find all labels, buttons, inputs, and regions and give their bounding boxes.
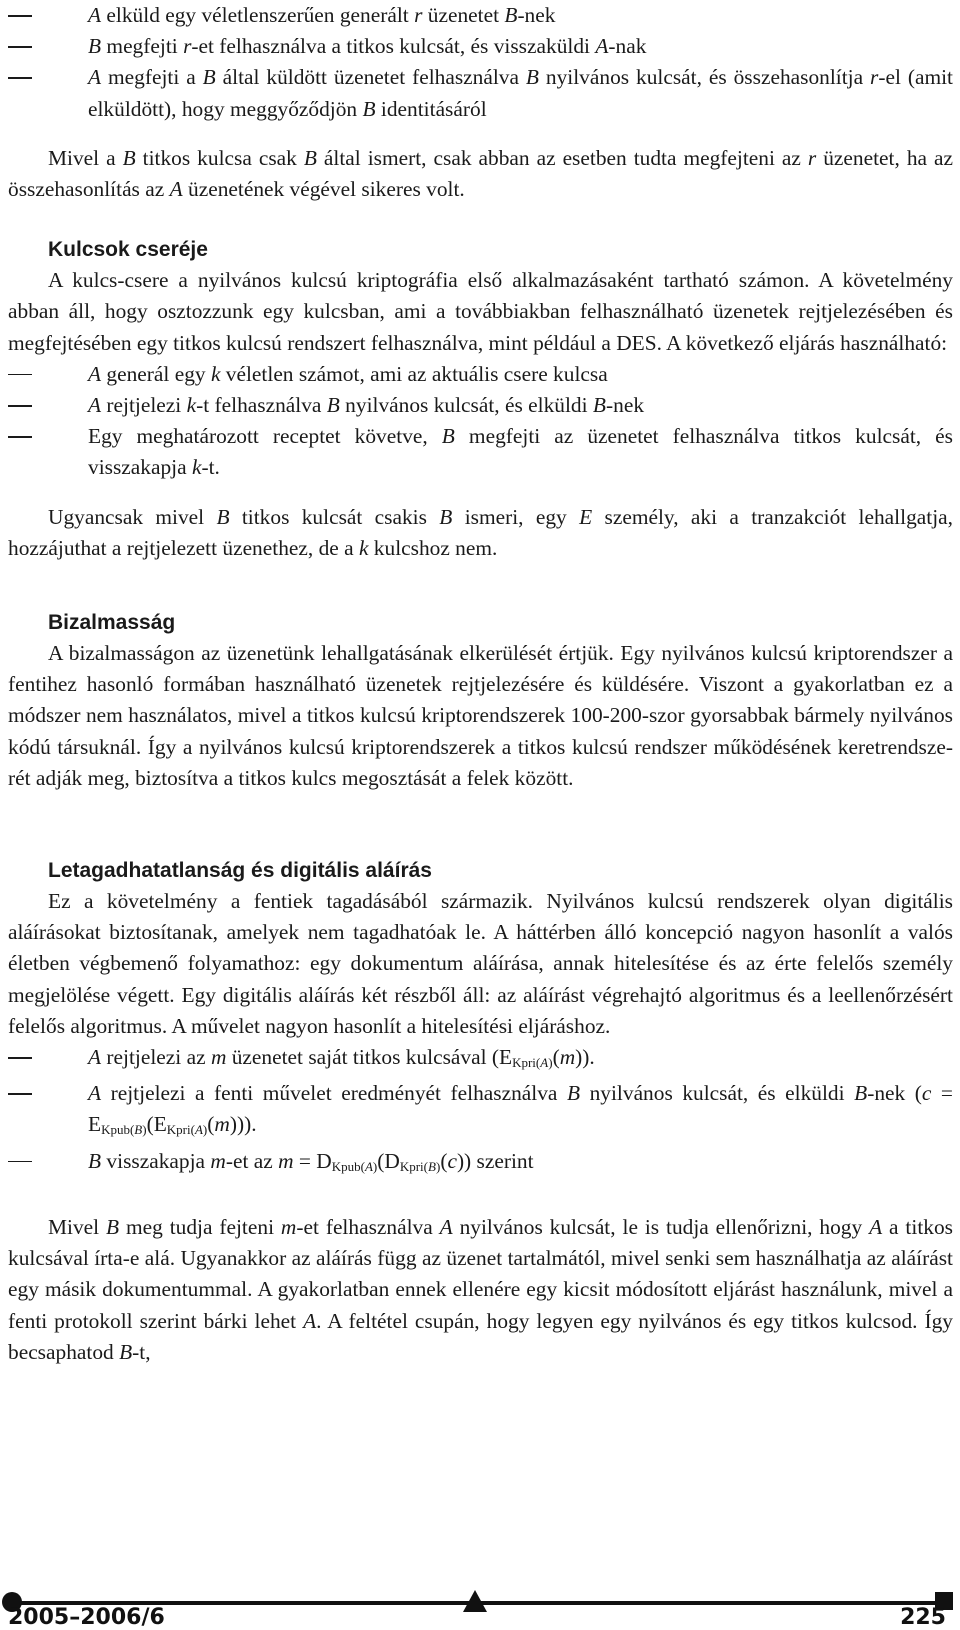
list-item-text: A rejtjelezi a fenti művelet eredményét felhasználva B nyilvános kulcsát, és elküldi B-nek $(c = E_{Kpub(B)}(E_{Kpri(A)}(m)))$. [88,1081,953,1138]
dash-bullet-icon [8,1161,32,1163]
list-item-text: B visszakapja m-et az $m = D_{Kpub(A)}(D_{Kpri(B)}(c))$ szerint [88,1148,534,1174]
section-heading: Bizalmasság [48,611,176,635]
list-item-text: A megfejti a B által küldött üzenetet felhasználva B nyilvános kulcsát, és összehasonlítja r-el (amit elküldött), hogy meggyőződjön B identitásáról [88,65,954,121]
triangle-icon [463,1590,487,1612]
list-item [8,359,953,390]
list-item [8,62,953,124]
dash-bullet-icon [8,1093,32,1095]
bullet-list [8,1042,953,1182]
list-item [8,31,953,62]
paragraph: A kulcs-csere a nyilvános kulcsú kriptográfia első alkalmazásaként tartható számon. A követelmény abban áll, hogy osztozzunk egy kulcsban, ami a továbbiakban felhasználható üzenetek rejtjelezésében és megfejtésében egy titkos kulcsú rendszert felhasználva, mint például a DES. A következő eljárás használható: [8,268,953,355]
issue-number: 2005–2006/6 [8,1605,165,1630]
list-item [8,1042,953,1078]
list-item-text: Egy meghatározott receptet követve, B megfejti az üzenetet felhasználva titkos kulcsát, és visszakapja k-t. [88,424,953,480]
dash-bullet-icon [8,46,32,48]
list-item-text: A generál egy k véletlen számot, ami az aktuális csere kulcsa [88,361,608,386]
list-item [8,1078,953,1145]
dash-bullet-icon [8,15,32,17]
page-number: 225 [900,1605,946,1630]
dash-bullet-icon [8,374,32,376]
page-footer [0,1584,960,1630]
dash-bullet-icon [8,1057,32,1059]
bullet-list [8,359,953,484]
list-item [8,0,953,31]
paragraph: Ugyancsak mivel B titkos kulcsát csakis B ismeri, egy E személy, aki a tranzakciót lehallgatja, hozzájuthat a rejtjelezett üzenethez, de a k kulcshoz nem. [8,504,953,560]
paragraph: Mivel B meg tudja fejteni m-et felhasználva A nyilvános kulcsát, le is tudja ellenőrizni, hogy A a titkos kulcsával írta-e alá. Ugyanakkor az aláírás függ az üzenet tartalmától, mivel senki sem használhatja az aláírást egy másik dokumentummal. A gyakorlatban ennek ellenére egy kicsit módosított eljárást használunk, mivel a fenti protokoll szerint bárki lehet A. A feltétel csupán, hogy legyen egy nyilvános és egy titkos kulcsod. Így becsaphatod B-t, [8,1214,954,1364]
list-item-text: B megfejti r-et felhasználva a titkos kulcsát, és visszaküldi A-nak [88,34,647,59]
list-item [8,421,953,483]
list-item-text: A elküld egy véletlenszerűen generált r üzenetet B-nek [88,3,556,27]
paragraph: Mivel a B titkos kulcsa csak B által ismert, csak abban az esetben tudta megfejteni az r üzenetet, ha az összehasonlítás az A üzenetének végével sikeres volt. [8,145,953,202]
list-item [8,1146,953,1182]
list-item-text: A rejtjelezi az m üzenetet saját titkos kulcsával $(E_{Kpri(A)}(m))$. [88,1045,595,1071]
dash-bullet-icon [8,405,32,407]
paragraph: Ez a követelmény a fentiek tagadásából származik. Nyilvános kulcsú rendszerek olyan digitális aláírásokat biztosítanak, amelyek nem tagadhatóak le. A háttérben álló koncepció nagyon hasonlít a valós életben végbemenő folyamathoz: egy dokumentum aláírása, annak hitelesítése és az érte felelős személy megjelölése végett. Egy digitális aláírás két részből áll: az aláírást végrehajtó algoritmus és a leellenőrzésért felelős algoritmus. A művelet nagyon hasonlít a hitelesítési eljáráshoz. [8,889,953,1038]
list-item [8,390,953,421]
section-heading: Kulcsok cseréje [48,238,208,262]
list-item-text: A rejtjelezi k-t felhasználva B nyilvános kulcsát, és elküldi B-nek [88,393,645,418]
dash-bullet-icon [8,436,32,438]
top-bullet-list [8,0,953,125]
paragraph: A bizalmasságon az üzenetünk lehallgatásának elkerülését értjük. Egy nyilvános kulcsú kriptorendszer a fentihez hasonló formában használható üzenetek rejtjelezésére és küldésére. Viszont a gyakorlatban ez a módszer nem használatos, mivel a titkos kulcsú kriptorendszerek 100-200-szor gyorsabbak bármely nyilvános kódú társuknál. Így a nyilvános kulcsú kriptorendszerek a titkos kulcsú rendszer működésének keretrendszerét adják meg, biztosítva a titkos kulcs megosztását a felek között. [8,641,953,790]
dash-bullet-icon [8,77,32,79]
section-heading: Letagadhatatlanság és digitális aláírás [48,859,432,883]
page [8,0,953,1368]
